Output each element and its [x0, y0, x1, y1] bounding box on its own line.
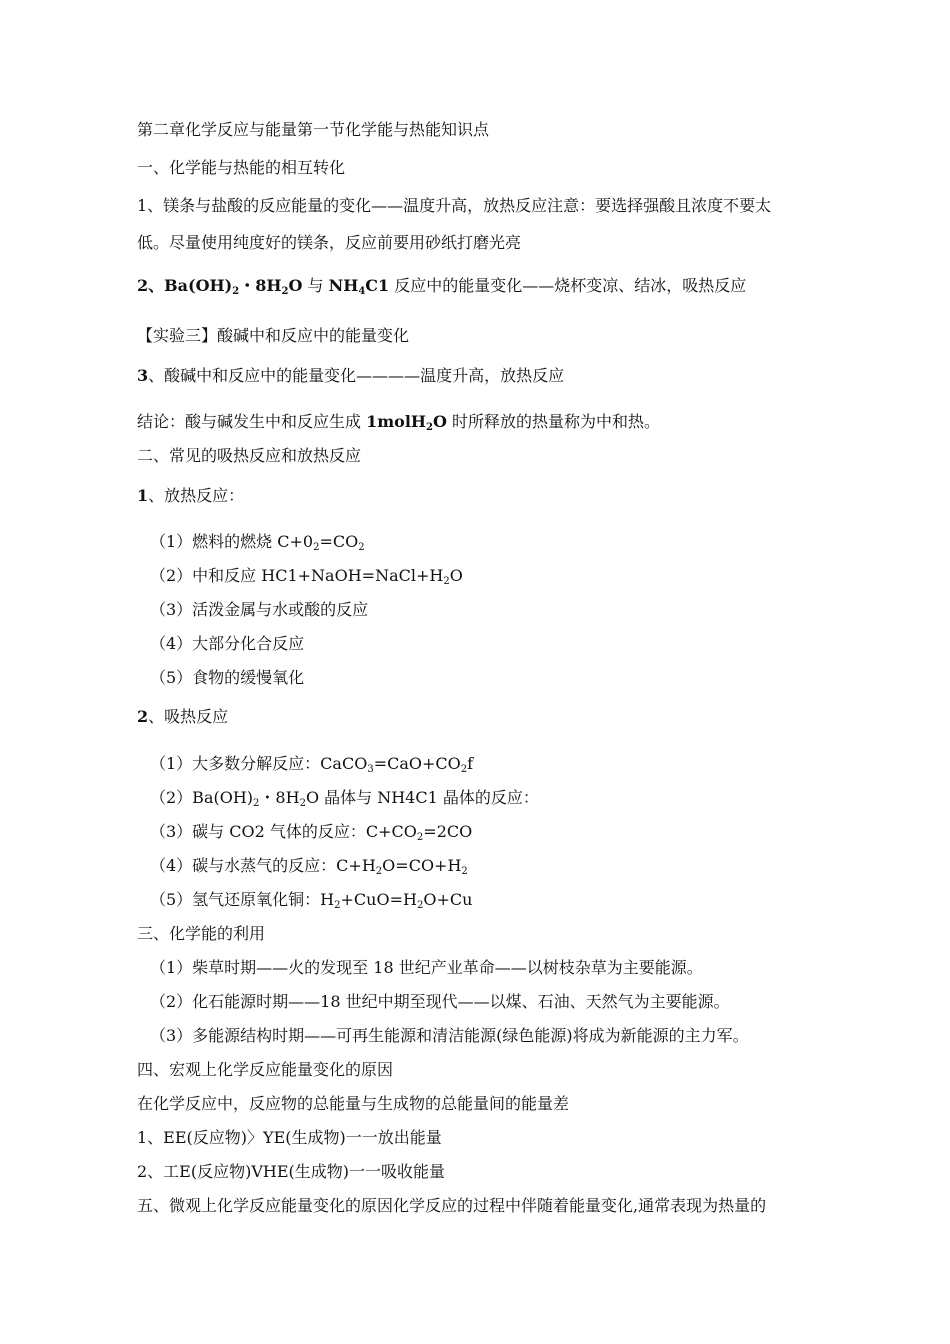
subscript: 2	[460, 764, 468, 775]
exo-item-1-text-2: =CO	[319, 532, 359, 551]
exothermic-heading	[137, 486, 244, 506]
endo-item-1-text-3: f	[467, 754, 474, 773]
subscript: 2	[313, 542, 320, 553]
subscript: 2	[281, 286, 289, 297]
s1-item2-formula-1: 2、Ba(OH)	[137, 276, 233, 295]
endo-item-3-text-2: =2CO	[423, 822, 473, 841]
endothermic-heading	[137, 707, 228, 727]
s1-item2-formula-3: O	[288, 276, 303, 295]
s1-item2-conj: 与	[302, 276, 329, 295]
subscript: 2	[334, 900, 341, 911]
exo-item-2	[150, 566, 463, 586]
s4-text: 在化学反应中，反应物的总能量与生成物的总能量间的能量差	[137, 1094, 570, 1113]
section-1-heading: 一、化学能与热能的相互转化	[137, 158, 346, 177]
exo-item-1	[150, 532, 365, 552]
endo-item-5-text: （5）氢气还原氧化铜：H	[150, 890, 335, 909]
s1-item2-formula-5: C1	[365, 276, 390, 295]
conclusion-text-1: 结论：酸与碱发生中和反应生成	[137, 412, 367, 431]
s1-item3-text: 、酸碱中和反应中的能量变化————温度升高，放热反应	[148, 366, 565, 385]
endo-item-3-text: （3）碳与 CO2 气体的反应：C+CO	[150, 822, 417, 841]
exo-item-5: （5）食物的缓慢氧化	[150, 668, 305, 687]
conclusion	[137, 412, 660, 432]
section-5-heading: 五、微观上化学反应能量变化的原因化学反应的过程中伴随着能量变化,通常表现为热量的	[137, 1196, 767, 1215]
subscript: 2	[426, 422, 433, 433]
s1-item2-desc: 反应中的能量变化——烧杯变凉、结冰，吸热反应	[389, 276, 747, 295]
experiment-3: 【实验三】酸碱中和反应中的能量变化	[137, 326, 410, 345]
endo-item-1-text-2: =CaO+CO	[373, 754, 461, 773]
exo-item-4: （4）大部分化合反应	[150, 634, 305, 653]
endo-item-2-text-3: O 晶体与 NH4C1 晶体的反应：	[305, 788, 539, 807]
s1-item3	[137, 366, 564, 386]
subscript: 2	[375, 866, 383, 877]
section-4-heading: 四、宏观上化学反应能量变化的原因	[137, 1060, 394, 1079]
doc-title: 第二章化学反应与能量第一节化学能与热能知识点	[137, 120, 490, 139]
subscript: 2	[443, 576, 450, 587]
s4-item-2: 2、工E(反应物)VHE(生成物)一一吸收能量	[137, 1162, 446, 1181]
conclusion-formula-2: O	[433, 412, 447, 431]
exo-item-2-text-2: O	[449, 566, 463, 585]
exothermic-label: 、放热反应：	[148, 486, 245, 505]
endo-item-4-text: （4）碳与水蒸气的反应：C+H	[150, 856, 376, 875]
s1-item1-line1: 1、镁条与盐酸的反应能量的变化——温度升高，放热反应注意：要选择强酸且浓度不要太	[137, 196, 772, 215]
subscript: 2	[358, 542, 365, 553]
conclusion-text-2: 时所释放的热量称为中和热。	[446, 412, 661, 431]
endo-item-4-text-2: O=CO+H	[382, 856, 462, 875]
endo-item-5	[150, 890, 472, 910]
subscript: 2	[416, 900, 424, 911]
section-2-heading: 二、常见的吸热反应和放热反应	[137, 446, 362, 465]
subscript: 3	[367, 764, 374, 775]
subscript: 2	[253, 798, 260, 809]
s1-item2-formula-2: ・8H	[239, 276, 282, 295]
subscript: 2	[461, 866, 468, 877]
s3-item-2: （2）化石能源时期——18 世纪中期至现代——以煤、石油、天然气为主要能源。	[150, 992, 730, 1011]
s1-item2	[137, 276, 746, 296]
conclusion-formula: 1molH	[366, 412, 427, 431]
subscript: 4	[358, 286, 366, 297]
s3-item-3: （3）多能源结构时期——可再生能源和清洁能源(绿色能源)将成为新能源的主力军。	[150, 1026, 749, 1045]
exo-item-1-text: （1）燃料的燃烧 C+0	[150, 532, 314, 551]
endo-item-2-text-2: ・8H	[259, 788, 300, 807]
section-3-heading: 三、化学能的利用	[137, 924, 266, 943]
endo-item-5-text-2: +CuO=H	[340, 890, 417, 909]
s1-item3-number: 3	[137, 366, 149, 385]
s1-item1-line2: 低。尽量使用纯度好的镁条，反应前要用砂纸打磨光亮	[137, 233, 522, 252]
endothermic-label: 、吸热反应	[148, 707, 229, 726]
subscript: 2	[299, 798, 306, 809]
endo-item-2	[150, 788, 539, 808]
endo-item-2-text: （2）Ba(OH)	[150, 788, 254, 807]
subscript: 2	[232, 286, 240, 297]
subscript: 2	[416, 832, 424, 843]
endo-item-1-text: （1）大多数分解反应：CaCO	[150, 754, 368, 773]
endo-item-3	[150, 822, 472, 842]
exo-item-2-text: （2）中和反应 HC1+NaOH=NaCl+H	[150, 566, 444, 585]
s3-item-1: （1）柴草时期——火的发现至 18 世纪产业革命——以树枝杂草为主要能源。	[150, 958, 703, 977]
endo-item-5-text-3: O+Cu	[423, 890, 473, 909]
endo-item-4	[150, 856, 468, 876]
exo-item-3: （3）活泼金属与水或酸的反应	[150, 600, 369, 619]
s4-item-1: 1、EE(反应物)〉YE(生成物)一一放出能量	[137, 1128, 442, 1147]
endo-item-1	[150, 754, 473, 774]
endothermic-number: 2	[137, 707, 149, 726]
exothermic-number: 1	[137, 486, 149, 505]
s1-item2-formula-4: NH	[328, 276, 359, 295]
